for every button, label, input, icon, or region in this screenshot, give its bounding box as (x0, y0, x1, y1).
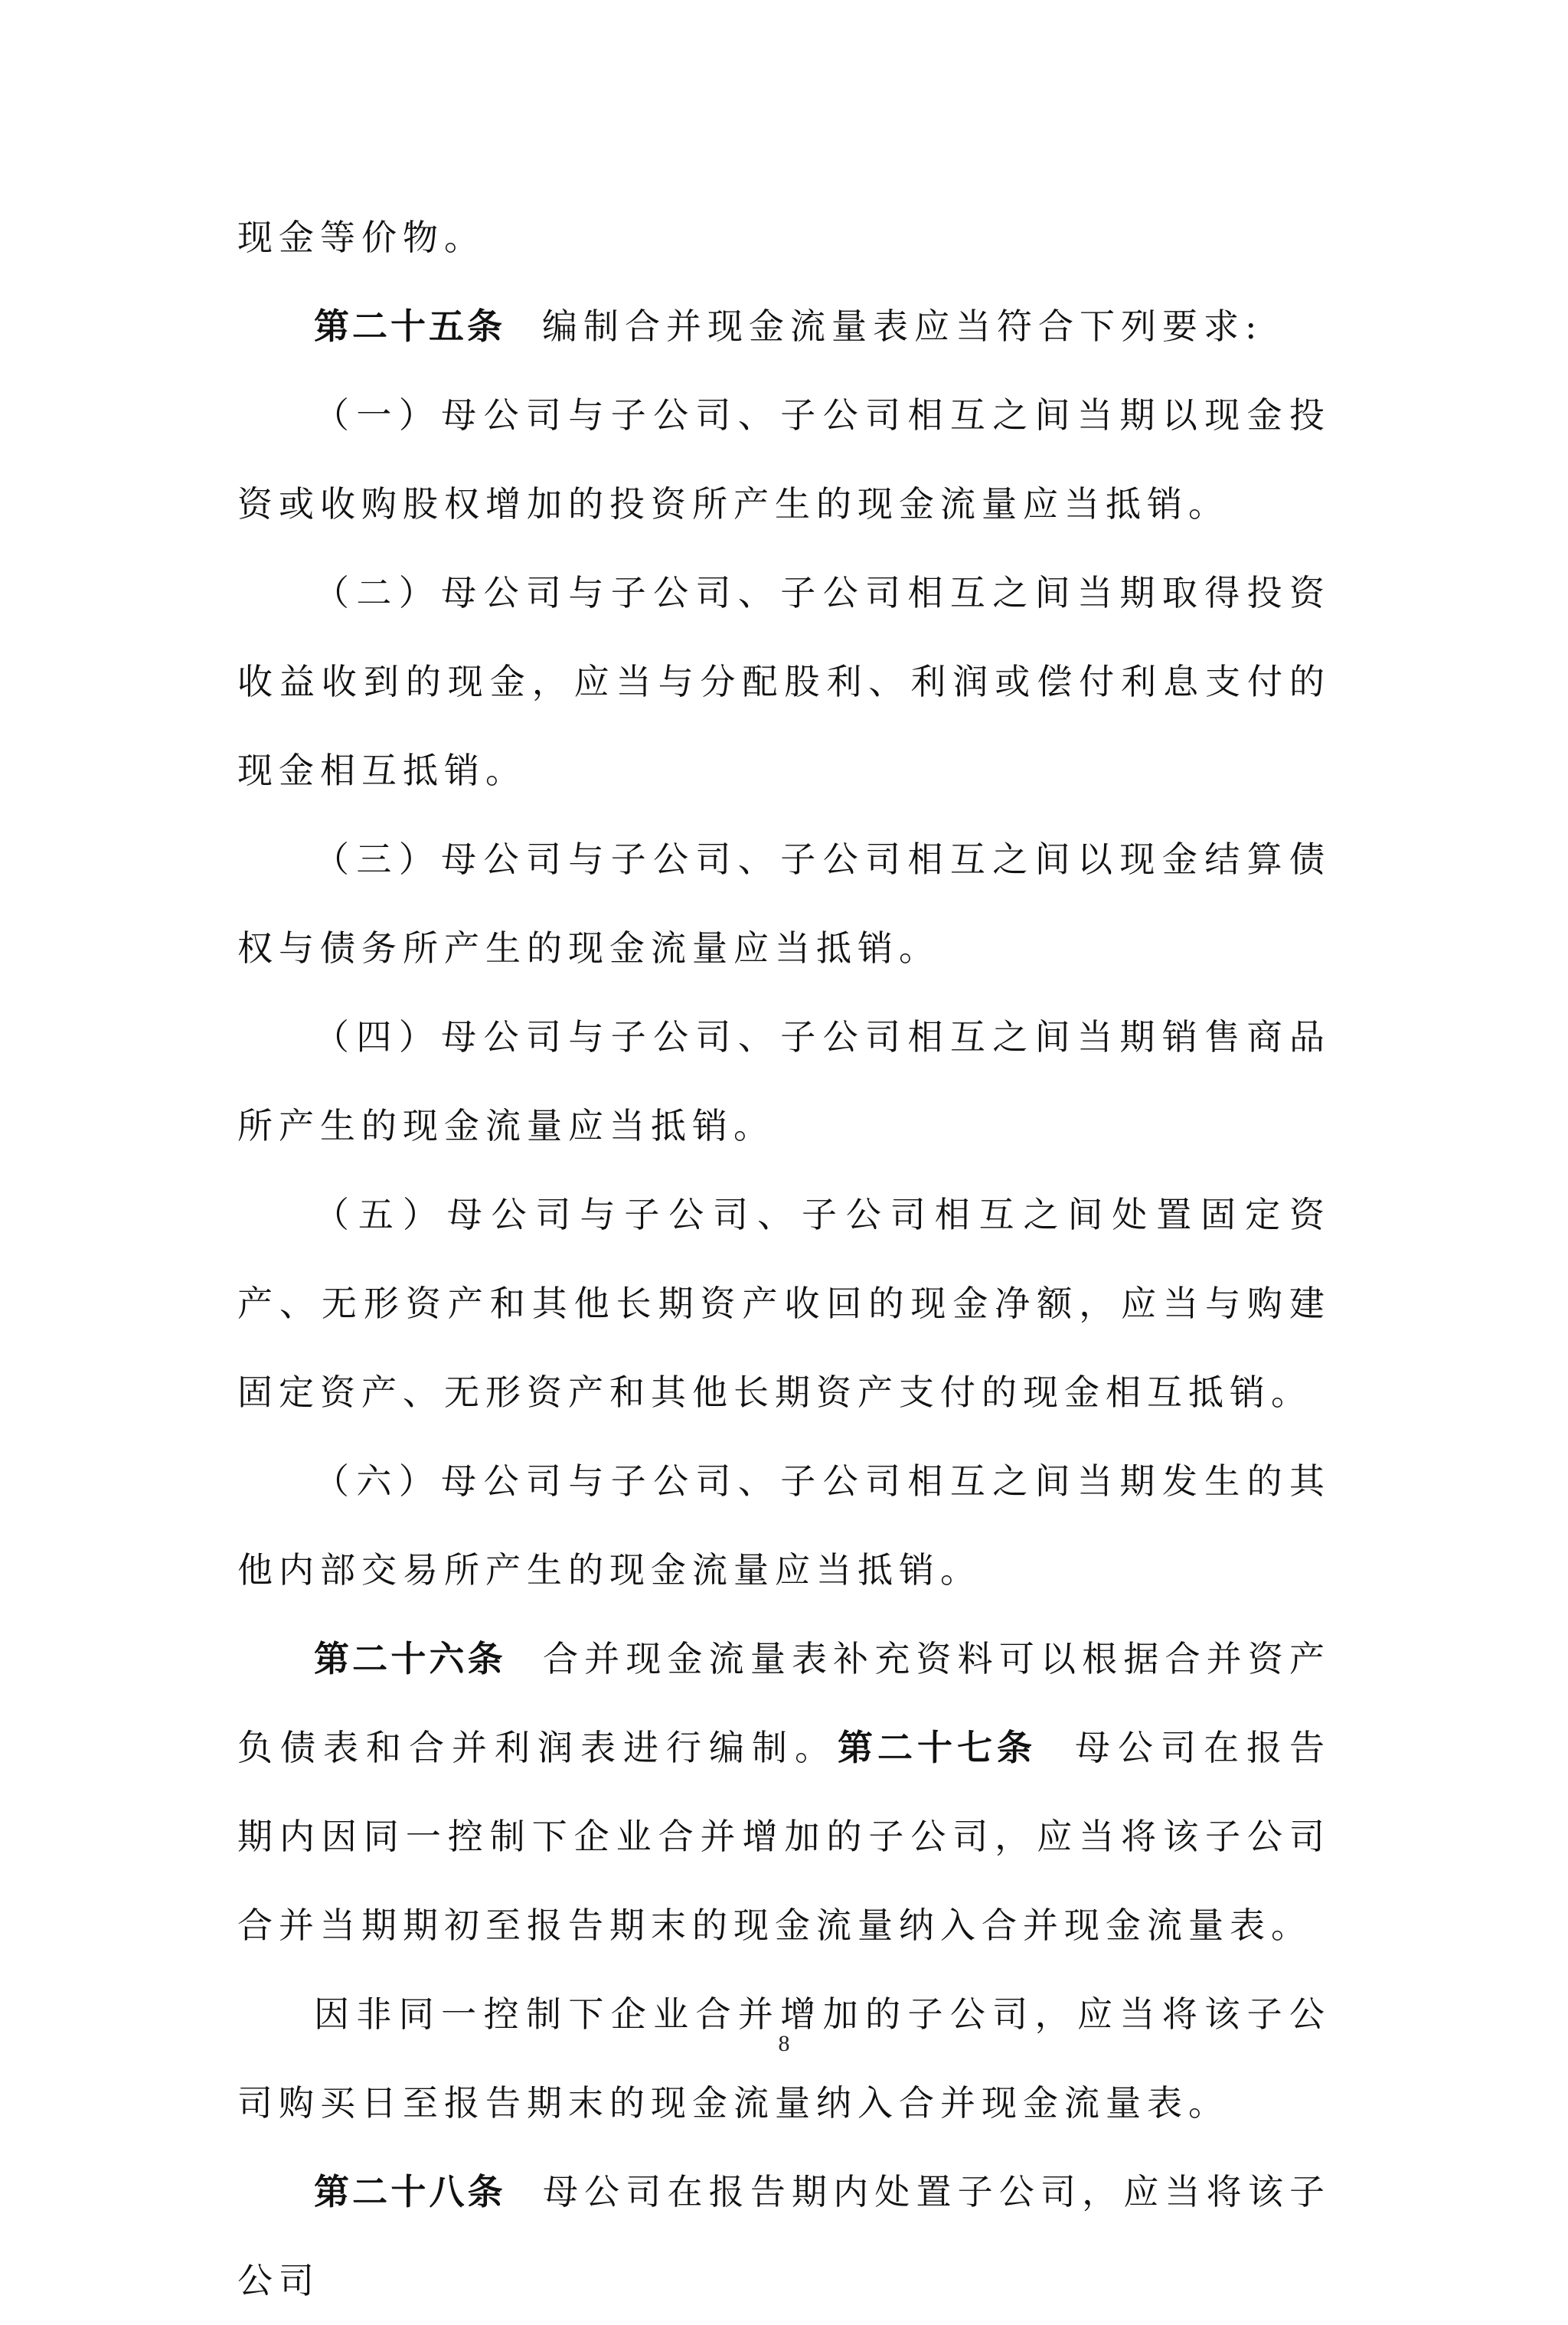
paragraph-text: （二）母公司与子公司、子公司相互之间当期取得投资收益收到的现金，应当与分配股利、利润或偿付利息支付的现金相互抵销。 (237, 572, 1331, 791)
article-heading: 第二十五条 (314, 306, 505, 347)
paragraph-item-1 (237, 371, 1331, 548)
paragraph-item-3 (237, 815, 1331, 992)
paragraph-text: （四）母公司与子公司、子公司相互之间当期销售商品所产生的现金流量应当抵销。 (237, 1016, 1331, 1146)
article-heading: 第二十六条 (314, 1638, 506, 1679)
paragraph-text: （六）母公司与子公司、子公司相互之间当期发生的其他内部交易所产生的现金流量应当抵销。 (237, 1460, 1331, 1591)
paragraph-text: 因非同一控制下企业合并增加的子公司，应当将该子公司购买日至报告期末的现金流量纳入合并现金流量表。 (237, 1993, 1331, 2124)
paragraph-continuation (237, 193, 1331, 282)
paragraph-text: （三）母公司与子公司、子公司相互之间以现金结算债权与债务所产生的现金流量应当抵销。 (237, 839, 1331, 969)
paragraph-text: 合并现金流量表补充资料可以根据合并资产负债表和合并利润表进行编制。 (237, 1638, 1331, 1768)
paragraph-non-common-control (237, 1970, 1331, 2147)
body-text (237, 193, 1331, 2325)
article-heading: 第二十七条 (838, 1727, 1037, 1768)
paragraph-text: 现金等价物。 (237, 217, 485, 258)
paragraph-item-6 (237, 1437, 1331, 1614)
paragraph-article-25 (237, 282, 1331, 371)
paragraph-article-28 (237, 2147, 1331, 2325)
paragraph-item-5 (237, 1170, 1331, 1437)
page-number: 8 (778, 2031, 790, 2056)
paragraph-text: （五）母公司与子公司、子公司相互之间处置固定资产、无形资产和其他长期资产收回的现金净额，应当与购建固定资产、无形资产和其他长期资产支付的现金相互抵销。 (237, 1194, 1331, 1413)
paragraph-text: （一）母公司与子公司、子公司相互之间当期以现金投资或收购股权增加的投资所产生的现金流量应当抵销。 (237, 394, 1331, 525)
paragraph-text: 母公司在报告期内处置子公司，应当将该子公司 (237, 2171, 1331, 2301)
article-heading: 第二十八条 (314, 2171, 506, 2212)
paragraph-item-4 (237, 992, 1331, 1170)
paragraph-item-2 (237, 548, 1331, 815)
paragraph-article-26-27 (237, 1614, 1331, 1970)
paragraph-text: 母公司在报告期内因同一控制下企业合并增加的子公司，应当将该子公司合并当期期初至报告期末的现金流量纳入合并现金流量表。 (237, 1727, 1331, 1946)
paragraph-text: 编制合并现金流量表应当符合下列要求: (542, 306, 1263, 347)
